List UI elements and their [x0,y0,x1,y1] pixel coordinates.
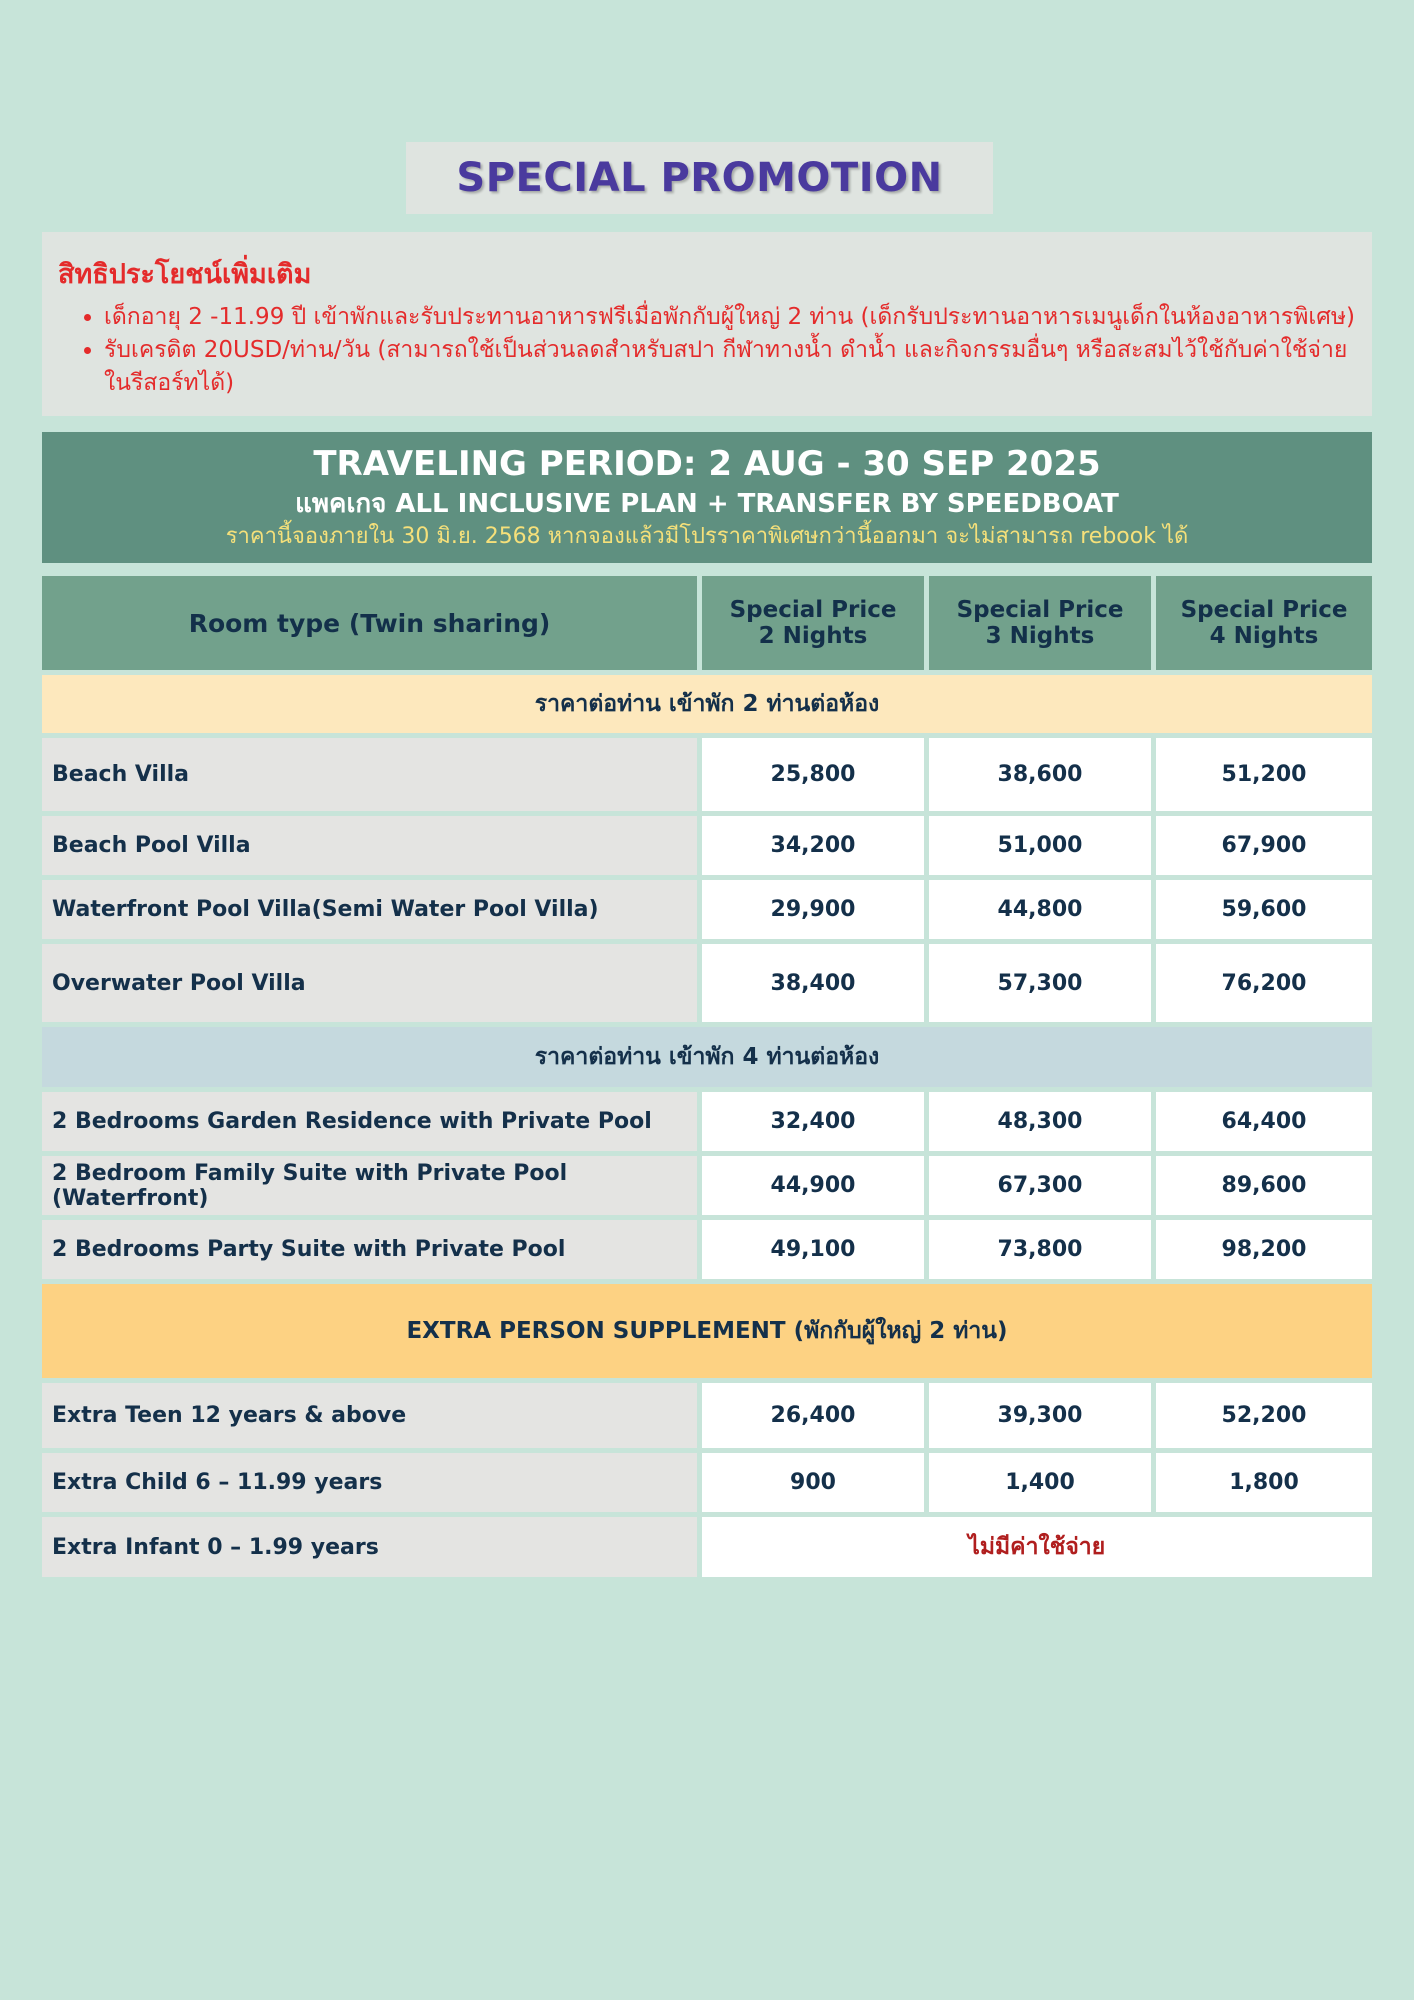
room-name: Beach Pool Villa [42,816,697,875]
price-3-nights: 67,300 [929,1156,1151,1215]
price-3-nights: 39,300 [929,1383,1151,1448]
price-2-nights-header: Special Price 2 Nights [702,576,924,670]
table-header-row [42,576,1372,670]
price-4-nights: 76,200 [1156,944,1372,1022]
price-3-nights: 51,000 [929,816,1151,875]
price-2-nights: 38,400 [702,944,924,1022]
price-3-nights: 57,300 [929,944,1151,1022]
traveling-period: TRAVELING PERIOD: 2 AUG - 30 SEP 2025 [313,444,1101,484]
promotion-title-box [406,142,993,214]
room-name: Waterfront Pool Villa(Semi Water Pool Villa) [42,880,697,939]
benefit-item: • รับเครดิต 20USD/ท่าน/วัน (สามารถใช้เป็นส่วนลดสำหรับสปา กีฬาทางน้ำ ดำน้ำ และกิจกรรมอื่นๆ หรือสะสมไว้ใช้กับค่าใช้จ่ายในรีสอร์ทได้) [104,334,1356,400]
extra-person-name: Extra Child 6 – 11.99 years [42,1453,697,1512]
price-2-nights: 49,100 [702,1220,924,1279]
price-3-nights: 44,800 [929,880,1151,939]
price-2-nights: 25,800 [702,738,924,811]
table-row [42,1156,1372,1215]
table-row [42,944,1372,1022]
table-row [42,1092,1372,1151]
table-row [42,1517,1372,1577]
group-row-2-guests [42,675,1372,733]
benefit-item: • เด็กอายุ 2 -11.99 ปี เข้าพักและรับประทานอาหารฟรีเมื่อพักกับผู้ใหญ่ 2 ท่าน (เด็กรับประทานอาหารเมนูเด็กในห้องอาหารพิเศษ) [104,301,1356,334]
price-3-nights: 38,600 [929,738,1151,811]
room-name: 2 Bedrooms Party Suite with Private Pool [42,1220,697,1279]
room-name: Overwater Pool Villa [42,944,697,1022]
table-row [42,1220,1372,1279]
price-4-nights-header: Special Price 4 Nights [1156,576,1372,670]
price-table [42,576,1372,1582]
benefits-panel [42,232,1372,416]
price-2-nights: 32,400 [702,1092,924,1151]
traveling-period-banner [42,432,1372,563]
price-2-nights: 34,200 [702,816,924,875]
price-4-nights: 59,600 [1156,880,1372,939]
extra-person-name: Extra Infant 0 – 1.99 years [42,1517,697,1577]
price-3-nights: 73,800 [929,1220,1151,1279]
price-4-nights: 1,800 [1156,1453,1372,1512]
price-4-nights: 52,200 [1156,1383,1372,1448]
price-4-nights: 64,400 [1156,1092,1372,1151]
price-3-nights: 1,400 [929,1453,1151,1512]
price-2-nights: 29,900 [702,880,924,939]
price-4-nights: 98,200 [1156,1220,1372,1279]
benefits-list [58,301,1356,400]
extra-person-name: Extra Teen 12 years & above [42,1383,697,1448]
room-name: 2 Bedroom Family Suite with Private Pool (Waterfront) [42,1156,697,1215]
price-2-nights: 44,900 [702,1156,924,1215]
price-2-nights: 26,400 [702,1383,924,1448]
price-3-nights-header: Special Price 3 Nights [929,576,1151,670]
price-3-nights: 48,300 [929,1092,1151,1151]
price-4-nights: 51,200 [1156,738,1372,811]
free-of-charge-note: ไม่มีค่าใช้จ่าย [702,1517,1372,1577]
extra-person-label: EXTRA PERSON SUPPLEMENT (พักกับผู้ใหญ่ 2 ท่าน) [42,1284,1372,1378]
group-label: ราคาต่อท่าน เข้าพัก 2 ท่านต่อห้อง [42,675,1372,733]
room-name: 2 Bedrooms Garden Residence with Private Pool [42,1092,697,1151]
group-row-4-guests [42,1027,1372,1087]
promotion-title: SPECIAL PROMOTION [456,155,943,201]
group-label: ราคาต่อท่าน เข้าพัก 4 ท่านต่อห้อง [42,1027,1372,1087]
table-row [42,816,1372,875]
booking-condition: ราคานี้จองภายใน 30 มิ.ย. 2568 หากจองแล้วมีโปรราคาพิเศษกว่านี้ออกมา จะไม่สามารถ rebook ได้ [225,524,1189,549]
package-name: แพคเกจ ALL INCLUSIVE PLAN + TRANSFER BY SPEEDBOAT [295,489,1119,519]
table-row [42,1453,1372,1512]
benefits-heading: สิทธิประโยชน์เพิ่มเติม [58,259,312,290]
table-row [42,1383,1372,1448]
table-row [42,738,1372,811]
room-type-header: Room type (Twin sharing) [42,576,697,670]
price-4-nights: 67,900 [1156,816,1372,875]
price-2-nights: 900 [702,1453,924,1512]
price-4-nights: 89,600 [1156,1156,1372,1215]
room-name: Beach Villa [42,738,697,811]
extra-person-row [42,1284,1372,1378]
table-row [42,880,1372,939]
